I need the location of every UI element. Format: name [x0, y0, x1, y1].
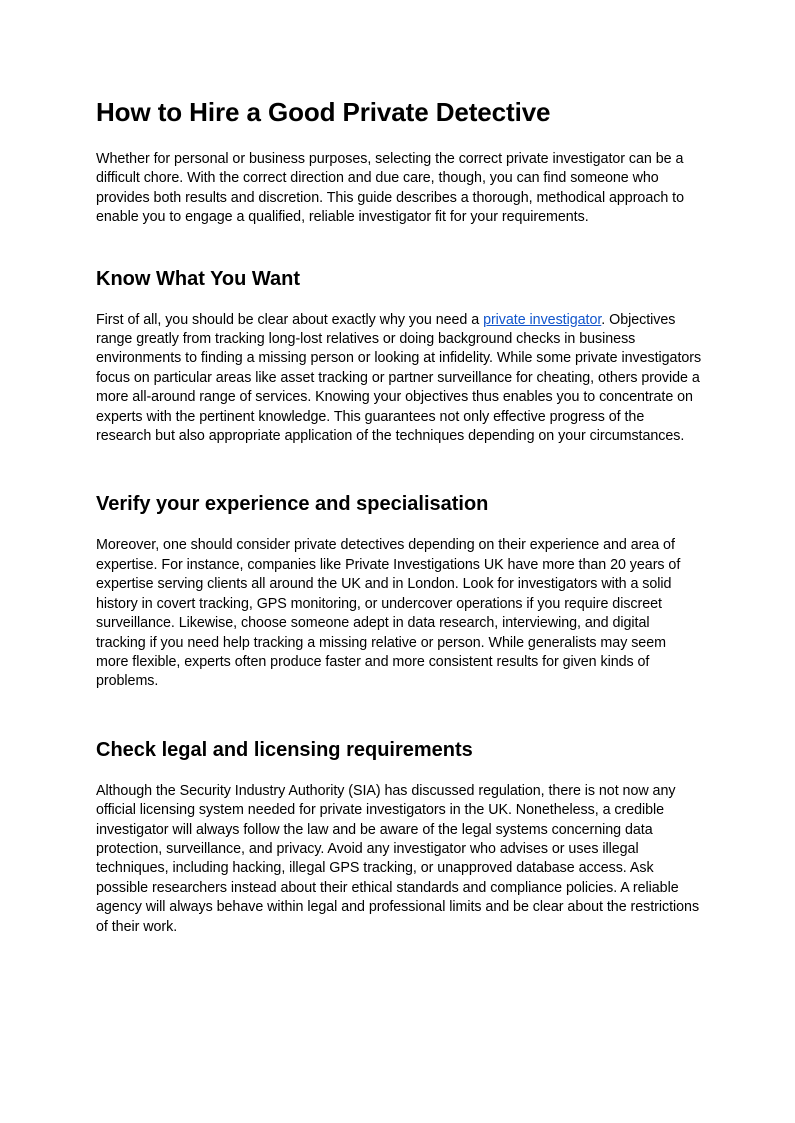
section-heading: Verify your experience and specialisation — [96, 493, 489, 516]
section-know-what-you-want — [96, 265, 702, 447]
section-heading: Know What You Want — [96, 267, 301, 290]
page-title: How to Hire a Good Private Detective — [96, 97, 551, 127]
section-paragraph: Although the Security Industry Authority (SIA) has discussed regulation, there is not now any official licensing system needed for private investigators in the UK. Nonetheless, a credible investigator will always follow the law and be aware of the legal systems concerning data protection, surveillance, and privacy. Avoid any investigator who advises or uses illegal techniques, including hacking, illegal GPS tracking, or unapproved database access. Ask possible researchers instead about their ethical standards and compliance policies. A reliable agency will always behave within legal and professional limits and be clear about the restrictions of their work. — [96, 782, 700, 935]
paragraph-text-before-link: First of all, you should be clear about exactly why you need a — [96, 311, 484, 328]
section-verify-experience — [96, 490, 702, 691]
section-heading: Check legal and licensing requirements — [96, 738, 473, 761]
private-investigator-link[interactable]: private investigator — [483, 311, 602, 328]
section-paragraph: Moreover, one should consider private detectives depending on their experience and area of expertise. For instance, companies like Private Investigations UK have more than 20 years of expertise serving clients all around the UK and in London. Look for investigators with a solid history in covert tracking, GPS monitoring, or undercover operations if you require discreet surveillance. Likewise, choose someone adept in data research, interviewing, and digital tracking if you need help tracking a missing relative or person. While generalists may seem more flexible, experts often produce faster and more consistent results for given kinds of problems. — [96, 537, 681, 690]
intro-paragraph: Whether for personal or business purposes, selecting the correct private investigator can be a difficult chore. With the correct direction and due care, though, you can find someone who provides both results and discretion. This guide describes a thorough, methodical approach to enable you to engage a qualified, reliable investigator fit for your requirements. — [96, 151, 684, 226]
document-page — [96, 94, 702, 937]
section-paragraph — [96, 311, 702, 447]
paragraph-text-after-link: . Objectives range greatly from tracking long-lost relatives or doing background checks in business environments to finding a missing person or looking at infidelity. While some private investigators focus on particular areas like asset tracking or partner surveillance for cheating, others provide a more all-around range of services. Knowing your objectives thus enables you to concentrate on experts with the pertinent knowledge. This guarantees not only effective progress of the research but also appropriate application of the techniques depending on your circumstances. — [96, 311, 702, 445]
section-check-legal — [96, 736, 702, 937]
